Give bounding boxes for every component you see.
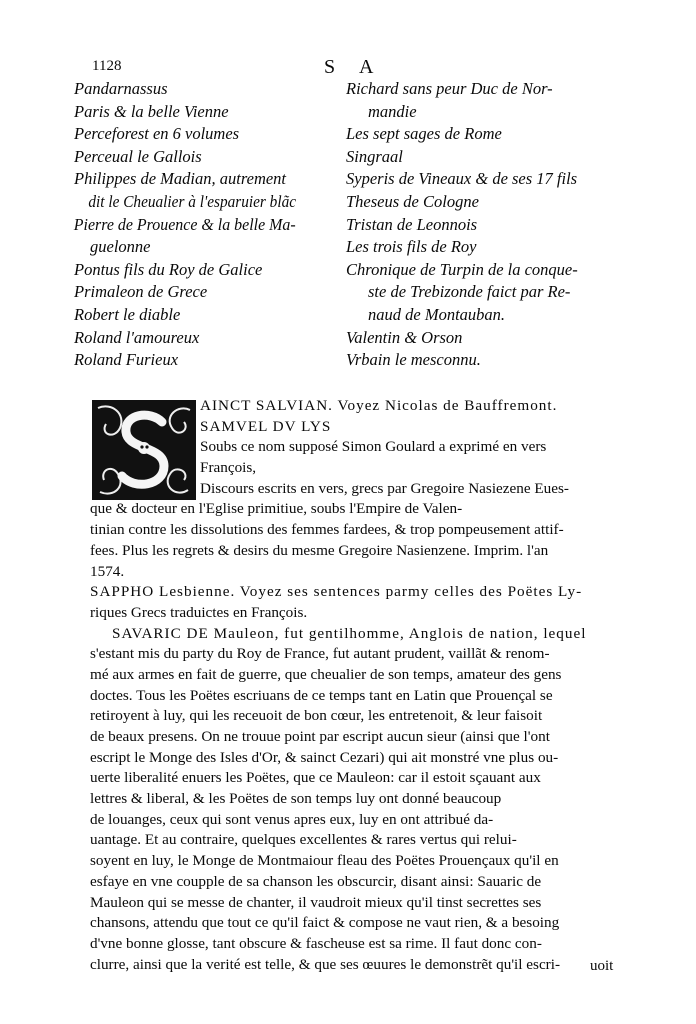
- list-item: ste de Trebizonde faict par Re-: [368, 282, 571, 302]
- text-line: fees. Plus les regrets & desirs du mesme Gregoire Nasienzene. Imprim. l'an: [90, 541, 549, 559]
- page-header: [92, 56, 652, 80]
- list-item: Pontus fils du Roy de Galice: [74, 259, 263, 279]
- entry-heading: SAMVEL DV LYS: [200, 417, 332, 435]
- text-line: Mauleon qui se messe de chanter, il vaudroit mieux qu'il tinst secrettes ses: [90, 893, 542, 911]
- text-line: Soubs ce nom supposé Simon Goulard a exprimé en vers: [200, 438, 547, 456]
- list-item: dit le Cheualier à l'esparuier blãc: [88, 191, 297, 211]
- list-item: naud de Montauban.: [368, 304, 506, 324]
- catchword: uoit: [590, 958, 614, 974]
- list-item: Primaleon de Grece: [74, 282, 208, 302]
- text-line: mé aux armes en fait de guerre, que cheualier de son temps, amateur des gens: [90, 665, 562, 683]
- text-line: soyent en luy, le Monge de Montmaiour fleau des Poëtes Prouençaux qu'il en: [90, 852, 559, 870]
- list-item: Pandarnassus: [74, 79, 168, 98]
- text-line: uantage. Et au contraire, quelques excellentes & rares vertus qui relui-: [90, 831, 517, 849]
- list-item: Roland Furieux: [74, 350, 179, 370]
- list-item: Richard sans peur Duc de Nor-: [346, 79, 553, 98]
- list-item: Paris & la belle Vienne: [74, 101, 229, 121]
- list-item: Robert le diable: [74, 304, 181, 324]
- list-item: Roland l'amoureux: [74, 327, 200, 347]
- text-line: s'estant mis du party du Roy de France, fut autant prudent, vaillãt & renom-: [90, 645, 550, 663]
- text-line: chansons, attendu que tout ce qu'il faict & compose ne vaut rien, & a besoing: [90, 914, 560, 932]
- list-item: Les trois fils de Roy: [346, 237, 477, 257]
- entries-text: [90, 396, 620, 975]
- text-line: uerte liberalité enuers les Poëtes, que ce Mauleon: car il estoit sçauant aux: [90, 769, 541, 787]
- text-line: tinian contre les dissolutions des femmes fardees, & trop pompeusement attif-: [90, 521, 564, 539]
- text-line: que & docteur en l'Eglise primitiue, soubs l'Empire de Valen-: [90, 500, 463, 518]
- list-item: Perceforest en 6 volumes: [74, 124, 240, 144]
- list-item: mandie: [368, 101, 417, 121]
- entry-heading: SAVARIC DE Mauleon, fut gentilhomme, Anglois de nation, lequel: [112, 624, 587, 642]
- list-item: Pierre de Prouence & la belle Ma-: [73, 214, 296, 234]
- page-number: 1128: [92, 58, 122, 74]
- list-item: Syperis de Vineaux & de ses 17 fils: [346, 169, 578, 189]
- list-column-right: [346, 78, 628, 372]
- text-line: riques Grecs traduictes en François.: [90, 603, 308, 621]
- text-line: Discours escrits en vers, grecs par Gregoire Nasiezene Eues-: [200, 479, 569, 497]
- list-item: Philippes de Madian, autrement: [74, 169, 287, 189]
- entry-heading: SAPPHO Lesbienne. Voyez ses sentences parmy celles des Poëtes Ly-: [90, 583, 583, 601]
- list-item: Singraal: [346, 146, 403, 166]
- list-item: Perceual le Gallois: [74, 146, 202, 166]
- list-item: Chronique de Turpin de la conque-: [346, 259, 578, 279]
- text-line: lettres & liberal, & les Poëtes de son temps luy ont donné beaucoup: [90, 790, 502, 808]
- list-item: Tristan de Leonnois: [346, 214, 478, 234]
- text-line: retiroyent à luy, qui les receuoit de bon cœur, les entretenoit, & leur faisoit: [90, 707, 543, 725]
- text-line: 1574.: [90, 562, 125, 580]
- list-item: Vrbain le mesconnu.: [346, 350, 481, 370]
- signature-mark: S A: [324, 56, 384, 78]
- text-line: d'vne bonne glosse, tant obscure & fascheuse est sa rime. Il faut donc con-: [90, 934, 542, 952]
- list-item: guelonne: [90, 237, 151, 257]
- text-line: François,: [200, 459, 257, 477]
- list-item: Theseus de Cologne: [346, 191, 479, 211]
- entry-heading: AINCT SALVIAN. Voyez Nicolas de Bauffremont.: [200, 397, 558, 414]
- list-item: Valentin & Orson: [346, 327, 463, 347]
- text-line: de louanges, ceux qui sont venus apres eux, luy en ont attribué da-: [90, 810, 494, 828]
- list-column-left: [68, 78, 296, 372]
- text-line: de beaux presens. On ne trouue point par escript aucun sieur (ainsi que l'ont: [90, 728, 550, 745]
- text-line: escript le Monge des Isles d'Or, & sainct Cezari) qui ait monstré vne plus ou-: [90, 748, 559, 766]
- text-line: doctes. Tous les Poëtes escriuans de ce temps tant en Latin que Prouençal se: [90, 686, 553, 704]
- text-line: clurre, ainsi que la verité est telle, & que ses œuures le demonstrẽt qu'il escri-: [90, 955, 561, 973]
- list-item: Les sept sages de Rome: [346, 124, 502, 144]
- text-line: esfaye en vne coupple de sa chanson les obscurcir, disant ainsi: Sauaric de: [90, 872, 542, 890]
